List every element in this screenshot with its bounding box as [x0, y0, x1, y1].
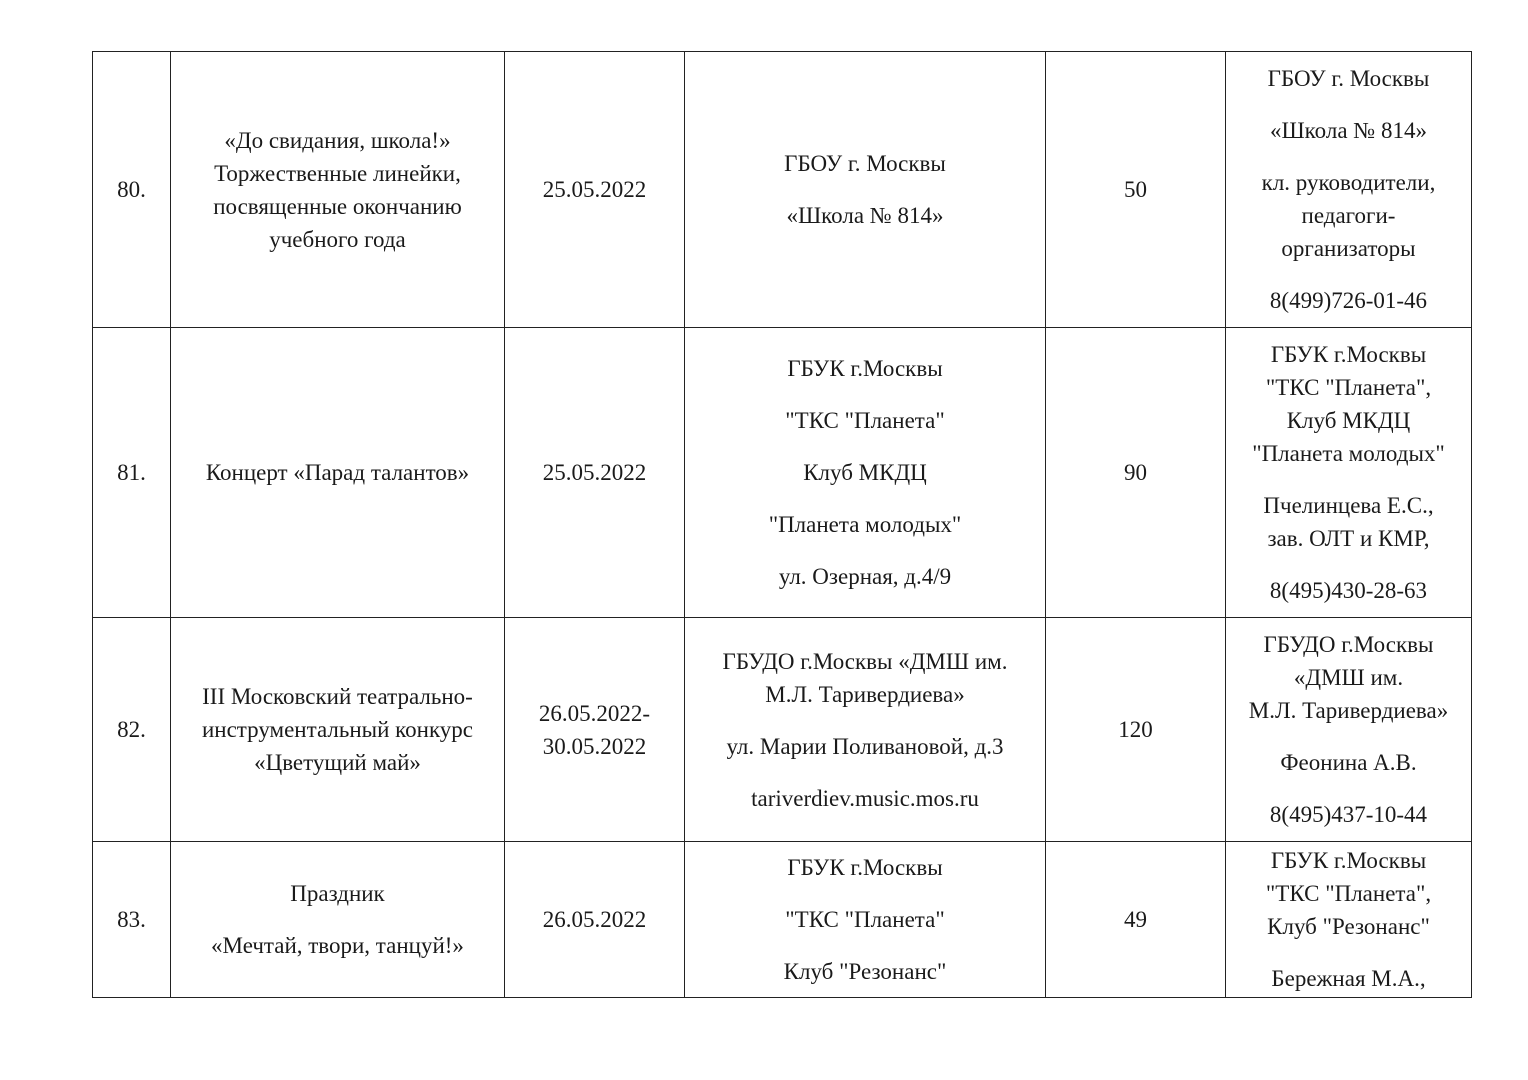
contact-line: Клуб "Резонанс": [1267, 914, 1430, 939]
participants-count: 50: [1124, 177, 1147, 202]
venue-line: "ТКС "Планета": [785, 408, 945, 433]
venue-line: ГБУК г.Москвы: [787, 356, 943, 381]
contact-line: Клуб МКДЦ: [1286, 408, 1411, 433]
contact-line: Феонина А.В.: [1280, 750, 1417, 775]
event-name-cell: [171, 52, 505, 328]
event-name-line: Праздник: [290, 881, 385, 906]
table-row: [93, 618, 1472, 842]
row-number: 81.: [117, 460, 146, 485]
row-number-cell: [93, 618, 171, 842]
venue-line: М.Л. Таривердиева»: [765, 681, 965, 707]
date-cell: [505, 618, 685, 842]
venue-line: "ТКС "Планета": [785, 907, 945, 932]
event-name-line: Торжественные линейки,: [214, 160, 461, 186]
venue-cell: [685, 618, 1046, 842]
contact-phone: 8(495)430-28-63: [1269, 578, 1428, 603]
participants-cell: [1046, 842, 1226, 998]
participants-count: 49: [1124, 907, 1147, 932]
venue-line: Клуб МКДЦ: [803, 460, 927, 485]
event-date: 26.05.2022-: [538, 700, 651, 726]
row-number: 80.: [117, 177, 146, 202]
contact-line: "Планета молодых": [1252, 441, 1445, 466]
participants-cell: [1046, 328, 1226, 618]
contact-line: ГБУК г.Москвы: [1270, 848, 1427, 873]
event-name-cell: [171, 618, 505, 842]
venue-cell: [685, 52, 1046, 328]
row-number-cell: [93, 328, 171, 618]
date-cell: [505, 328, 685, 618]
event-date: 25.05.2022: [542, 177, 647, 202]
event-date: 26.05.2022: [542, 907, 647, 932]
contact-line: «ДМШ им.: [1293, 665, 1404, 690]
contact-line: Пчелинцева Е.С.,: [1263, 493, 1434, 518]
venue-line: ГБУК г.Москвы: [787, 855, 943, 880]
date-cell: [505, 52, 685, 328]
venue-website: tariverdiev.music.mos.ru: [751, 785, 979, 811]
contact-line: М.Л. Таривердиева»: [1248, 698, 1449, 723]
date-cell: [505, 842, 685, 998]
venue-address: ул. Марии Поливановой, д.3: [726, 733, 1004, 759]
row-number-cell: [93, 52, 171, 328]
event-date: 25.05.2022: [542, 460, 647, 485]
row-number: 82.: [117, 717, 146, 742]
event-name-line: инструментальный конкурс: [201, 717, 474, 742]
event-name-line: посвященные окончанию: [213, 193, 462, 219]
contact-line: ГБОУ г. Москвы: [1267, 66, 1430, 91]
contact-cell: [1226, 618, 1472, 842]
venue-line: "Планета молодых": [768, 512, 962, 537]
contact-line: "ТКС "Планета",: [1265, 375, 1432, 400]
row-number-cell: [93, 842, 171, 998]
event-date: 30.05.2022: [542, 733, 647, 759]
contact-line: «Школа № 814»: [1269, 118, 1428, 143]
event-name-line: «Цветущий май»: [254, 750, 421, 775]
contact-line: ГБУДО г.Москвы: [1263, 632, 1434, 657]
row-number: 83.: [117, 907, 146, 932]
venue-cell: [685, 842, 1046, 998]
participants-cell: [1046, 52, 1226, 328]
event-name-line: III Московский театрально-: [202, 684, 473, 709]
venue-line: ГБОУ г. Москвы: [784, 151, 946, 176]
event-name-line: Концерт «Парад талантов»: [205, 460, 470, 485]
venue-line: «Школа № 814»: [786, 203, 944, 228]
participants-cell: [1046, 618, 1226, 842]
table-row: [93, 842, 1472, 998]
contact-cell: [1226, 52, 1472, 328]
contact-line: ГБУК г.Москвы: [1270, 342, 1427, 367]
event-name-line: «Мечтай, твори, танцуй!»: [211, 933, 464, 958]
contact-line: организаторы: [1281, 236, 1416, 261]
table-row: [93, 52, 1472, 328]
events-table: [92, 51, 1472, 998]
venue-address: ул. Озерная, д.4/9: [778, 564, 952, 589]
venue-cell: [685, 328, 1046, 618]
contact-cell: [1226, 328, 1472, 618]
table-row: [93, 328, 1472, 618]
contact-line: "ТКС "Планета",: [1265, 881, 1432, 906]
contact-cell: [1226, 842, 1472, 998]
contact-line: педагоги-: [1301, 203, 1396, 228]
event-name-cell: [171, 328, 505, 618]
event-name-cell: [171, 842, 505, 998]
contact-line: кл. руководители,: [1261, 170, 1436, 195]
contact-phone: 8(499)726-01-46: [1269, 288, 1428, 313]
venue-line: ГБУДО г.Москвы «ДМШ им.: [722, 648, 1008, 674]
venue-line: Клуб "Резонанс": [783, 959, 947, 984]
contact-phone: 8(495)437-10-44: [1269, 802, 1428, 827]
participants-count: 90: [1124, 460, 1147, 485]
event-name-line: учебного года: [269, 226, 406, 252]
contact-line: зав. ОЛТ и КМР,: [1267, 526, 1430, 551]
event-name-line: «До свидания, школа!»: [224, 127, 451, 153]
contact-line: Бережная М.А.,: [1271, 966, 1426, 991]
participants-count: 120: [1118, 717, 1153, 742]
